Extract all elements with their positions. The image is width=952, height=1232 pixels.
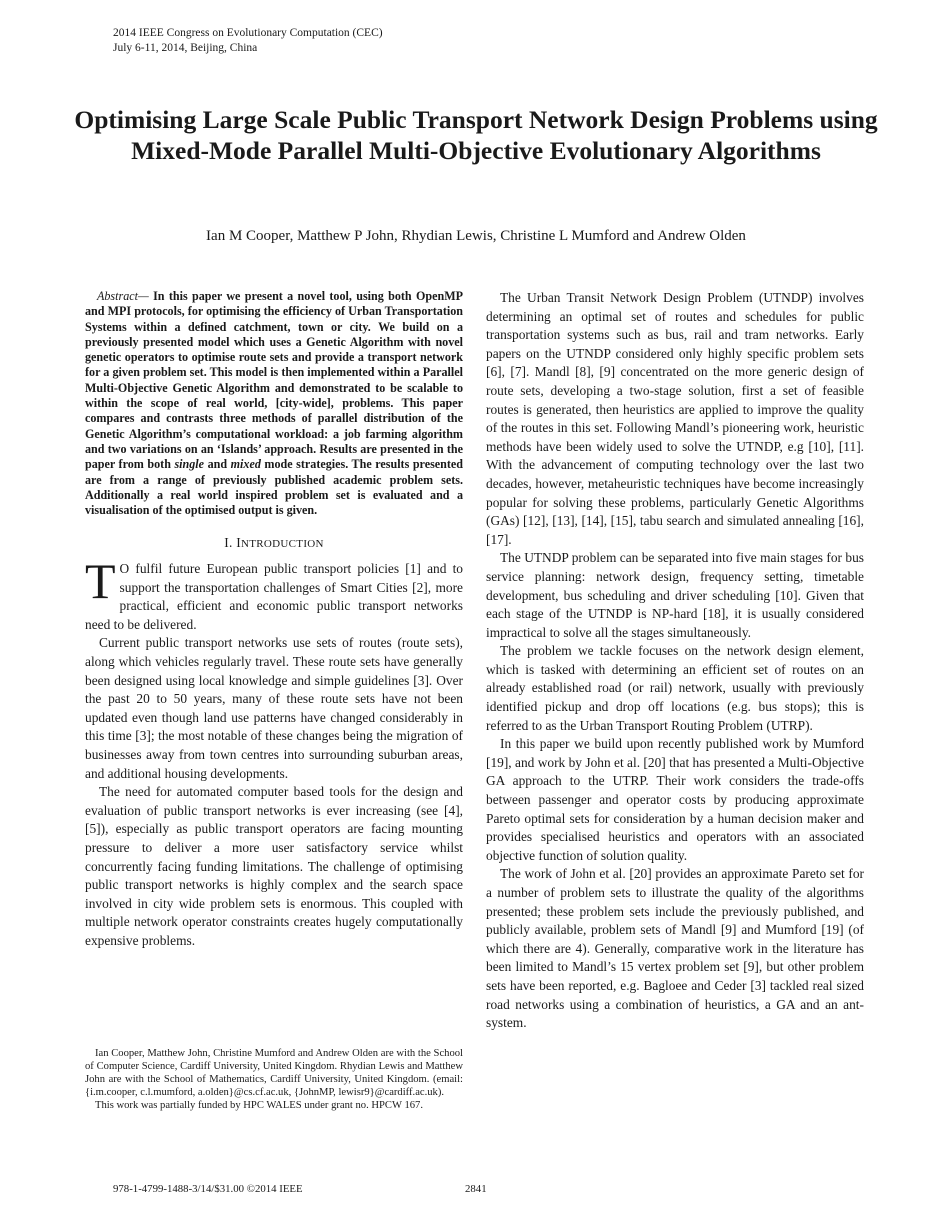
intro-paragraph-1 bbox=[85, 553, 463, 634]
abstract-text-3: mode strategies. The results presented are from a range of previously published academic problem sets. Additionally a real world inspired problem set is evaluated and a visualisation of the optimised output is given. bbox=[85, 457, 463, 518]
left-column bbox=[85, 289, 463, 951]
abstract-italic-mixed: mixed bbox=[230, 457, 261, 472]
intro-paragraph-3: The need for automated computer based tools for the design and evaluation of public transport networks is ever increasing (see [4], [5]), especially as public transport operators are facing mounting pressure to deliver a more user satisfactory service whilst concurrently facing funding limitations. The challenge of optimising public transport networks is highly complex and the search space involved in city wide problem sets is enormous. This coupled with multiple network operator constraints creates hugely computationally expensive problems. bbox=[85, 784, 463, 948]
body-paragraph-5: The work of John et al. [20] provides an approximate Pareto set for a number of problem sets to illustrate the quality of the algorithms presented; these problem sets include the previously published, and publicly available, problem sets of Mandl [9] and Mumford [19] (of which there are 4). Generally, comparative work in the literature has been limited to Mandl’s 15 vertex problem set [9], but other problem sets have been reported, e.g. Bagloee and Ceder [3] tackled real sized road networks using a combination of heuristics, a GA and an ant-system. bbox=[486, 866, 864, 1031]
paper-title: Optimising Large Scale Public Transport Network Design Problems using Mixed-Mode Parallel Multi-Objective Evolutionary Algorithms bbox=[74, 105, 878, 165]
right-column bbox=[486, 289, 864, 1033]
body-paragraph-2: The UTNDP problem can be separated into five main stages for bus service planning: network design, frequency setting, timetable development, bus scheduling and driver scheduling [10]. Given that each stage of the UTNDP is NP-hard [18], it is usually considered impractical to solve all the stages simultaneously. bbox=[486, 550, 864, 640]
section-first-letter: I bbox=[236, 535, 242, 551]
abstract-text-1: In this paper we present a novel tool, using both OpenMP and MPI protocols, for optimising the efficiency of Urban Transportation Systems within a defined catchment, town or city. We build on a previously presented model which uses a Genetic Algorithm with novel genetic operators to optimise route sets and provide a transport network for a given problem set. This model is then implemented within a Parallel Multi-Objective Genetic Algorithm and demonstrated to be scalable to within the scope of real world, [city-wide], problems. This paper compares and contrasts three methods of parallel distribution of the Genetic Algorithm’s computational workload: a job farming algorithm and two variations on an ‘Islands’ approach. Results are presented in the paper from both bbox=[85, 289, 463, 472]
intro-paragraph-1-text: O fulfil future European public transport policies [1] and to support the transportation challenges of Smart Cities [2], more practical, efficient and economic public transport networks need to be delivered. bbox=[85, 561, 463, 632]
conference-dates: July 6-11, 2014, Beijing, China bbox=[113, 42, 258, 54]
abstract bbox=[85, 289, 463, 518]
body-paragraph-1: The Urban Transit Network Design Problem (UTNDP) involves determining an optimal set of routes and schedules for public transportation systems such as bus, rail and tram networks. Early papers on the UTNDP considered only highly specific problem sets [6], [7]. Mandl [8], [9] concentrated on the more generic design of route sets, developing a two-stage solution, first a set of feasible routes is generated, then heuristics are applied to improve the quality of the routes in this set. Following Mandl’s pioneering work, heuristic methods have been widely used to solve the UTNDP, e.g [10], [11]. With the advancement of computing technology over the last two decades, however, metaheuristic techniques have become increasingly popular for solving these problems, particularly Genetic Algorithms (GAs) [12], [13], [14], [15], tabu search and simulated annealing [16], [17]. bbox=[486, 290, 864, 547]
conference-name: 2014 IEEE Congress on Evolutionary Computation (CEC) bbox=[113, 27, 383, 39]
section-rest: NTRODUCTION bbox=[241, 538, 324, 551]
footer-isbn: 978-1-4799-1488-3/14/$31.00 ©2014 IEEE bbox=[113, 1183, 303, 1195]
paper-authors: Ian M Cooper, Matthew P John, Rhydian Lewis, Christine L Mumford and Andrew Olden bbox=[206, 228, 746, 244]
abstract-text-2: and bbox=[204, 457, 231, 472]
abstract-italic-single: single bbox=[174, 457, 205, 472]
section-heading-introduction bbox=[85, 534, 463, 554]
page-number: 2841 bbox=[465, 1183, 487, 1195]
abstract-label: Abstract— bbox=[97, 289, 149, 303]
footnotes bbox=[85, 1047, 463, 1112]
body-paragraph-3: The problem we tackle focuses on the network design element, which is tasked with determining an efficient set of routes on an already established road (or rail) network, usually with previously identified pickup and drop off locations (e.g. bus stops); this is referred to as the Urban Transport Routing Problem (UTRP). bbox=[486, 643, 864, 733]
conference-header bbox=[113, 26, 383, 56]
drop-cap: T bbox=[85, 553, 116, 610]
body-paragraph-4: In this paper we build upon recently published work by Mumford [19], and work by John et al. [20] that has presented a Multi-Objective GA approach to the UTRP. Their work considers the trade-offs between passenger and operator costs by producing approximate Pareto optimal sets for consideration by a human decision maker and provides specialised heuristics and operators with an associated objective function of solution quality. bbox=[486, 736, 864, 863]
footnote-affiliations: Ian Cooper, Matthew John, Christine Mumford and Andrew Olden are with the School of Computer Science, Cardiff University, United Kingdom. Rhydian Lewis and Matthew John are with the School of Mathematics, Cardiff University, United Kingdom. (email: {i.m.cooper, c.l.mumford, a.olden}@cs.cf.ac.uk, {JohnMP, lewisr9}@cardiff.ac.uk). bbox=[85, 1048, 463, 1098]
section-numeral: I. bbox=[224, 535, 237, 551]
intro-paragraph-2: Current public transport networks use sets of routes (route sets), along which vehicles regularly travel. These route sets have generally been designed using local knowledge and simple guidelines [3]. Over the past 20 to 50 years, many of these route sets have not been updated even though land use patterns have changed considerably in this time [3]; the most notable of these changes being the migration of businesses away from town centres into surrounding suburban areas, and additional housing developments. bbox=[85, 635, 463, 781]
footnote-funding: This work was partially funded by HPC WALES under grant no. HPCW 167. bbox=[95, 1100, 423, 1111]
